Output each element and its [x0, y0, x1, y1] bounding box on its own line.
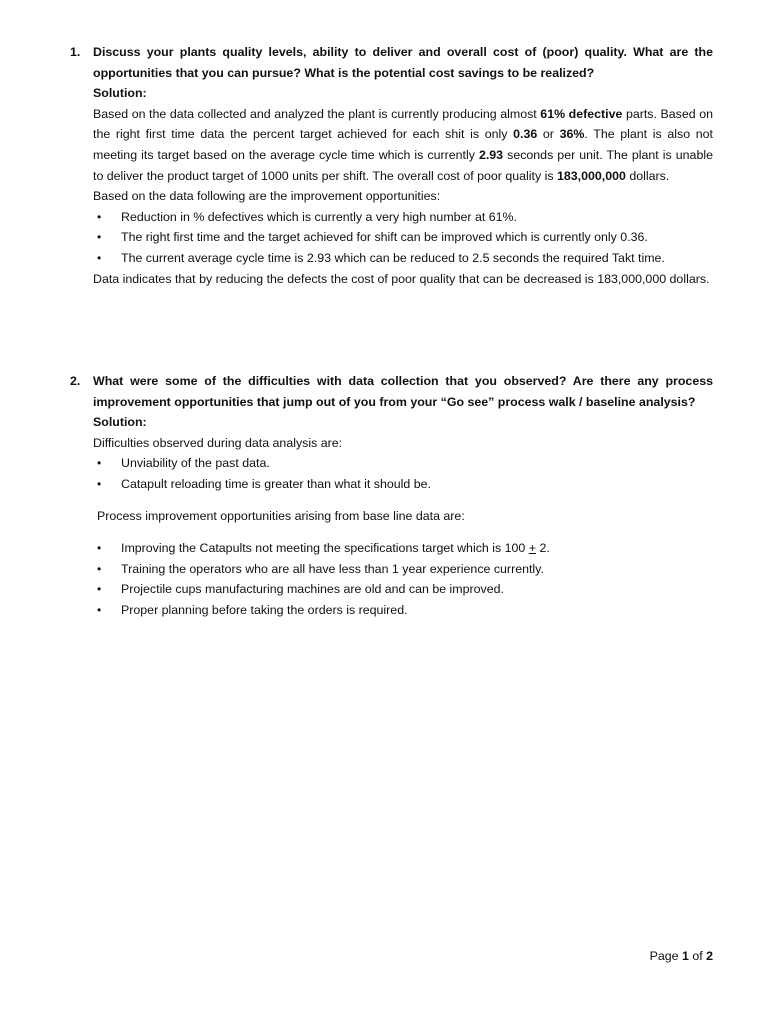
list-item-text: Proper planning before taking the orders is required. [121, 602, 408, 617]
current-page-number: 1 [681, 949, 689, 963]
question-number: 2. [70, 374, 81, 388]
difficulties-intro: Difficulties observed during data analysis are: [93, 435, 343, 450]
bullet-icon: • [97, 456, 102, 471]
bold-run: 0.36 [513, 127, 538, 142]
bullet-icon: • [97, 230, 102, 245]
list-item [93, 474, 713, 495]
opportunities-intro: Based on the data following are the improvement opportunities: [93, 189, 441, 204]
question-number: 1. [70, 45, 81, 59]
list-item-text: The current average cycle time is 2.93 which can be reduced to 2.5 seconds the required Takt time. [121, 250, 665, 265]
of-label: of [688, 949, 707, 963]
list-item [93, 538, 713, 559]
bold-run: 61% defective [540, 106, 623, 121]
list-item [93, 207, 713, 228]
bullet-icon: • [97, 476, 102, 491]
bullet-icon: • [97, 582, 102, 597]
solution-paragraph [93, 104, 713, 186]
list-item-text: Improving the Catapults not meeting the specifications target which is 100 [121, 541, 529, 556]
difficulties-list [93, 453, 713, 494]
plus-minus-symbol: + [528, 541, 536, 556]
bullet-icon: • [97, 541, 102, 556]
list-item [93, 248, 713, 269]
solution-label: Solution: [93, 415, 147, 430]
page-footer [650, 946, 713, 966]
closing-paragraph: Data indicates that by reducing the defects the cost of poor quality that can be decreased is 183,000,000 dollars. [93, 271, 710, 286]
question-1 [70, 42, 713, 289]
text-run: dollars. [625, 168, 670, 183]
opportunities-list [93, 207, 713, 269]
list-item-text: Training the operators who are all have less than 1 year experience currently. [121, 561, 544, 576]
question-title: Discuss your plants quality levels, ability to deliver and overall cost of (poor) quality. What are the opportunities that you can pursue? What is the potential cost savings to be realized? [93, 45, 713, 80]
bullet-icon: • [97, 209, 102, 224]
list-item-text: 2. [536, 541, 550, 556]
list-item [93, 559, 713, 580]
text-run: . The plant is also not meeting its target based on the average cycle time which is currently [93, 127, 713, 162]
text-run: Based on the data collected and analyzed the plant is currently producing almost [93, 106, 541, 121]
list-item [93, 227, 713, 248]
bold-run: 36% [559, 127, 585, 142]
text-run: seconds per unit. The plant is unable to deliver the product target of 1000 units per shift. The overall cost of poor quality is [93, 147, 713, 183]
total-pages-number: 2 [706, 949, 713, 963]
list-item [93, 579, 713, 600]
list-item-text: The right first time and the target achieved for shift can be improved which is currently only 0.36. [121, 230, 648, 245]
question-title: What were some of the difficulties with data collection that you observed? Are there any process improvement opportunities that jump out of you from your “Go see” process walk / baseline analysis? [93, 374, 713, 409]
bullet-icon: • [97, 561, 102, 576]
page-label: Page [649, 949, 682, 963]
spacer [93, 495, 713, 506]
bullet-icon: • [97, 602, 102, 617]
spacer [93, 526, 713, 538]
text-run: or [537, 127, 560, 142]
bold-run: 183,000,000 [557, 168, 626, 183]
list-item [93, 453, 713, 474]
list-item-text: Unviability of the past data. [121, 456, 270, 471]
improvement-list [93, 538, 713, 620]
list-item [93, 600, 713, 621]
improvement-intro: Process improvement opportunities arising from base line data are: [97, 508, 465, 523]
list-item-text: Catapult reloading time is greater than what it should be. [121, 476, 431, 491]
question-2 [70, 371, 713, 621]
text-run: parts. Based on the right first time data the percent target achieved for each shit is only [93, 106, 713, 142]
bold-run: 2.93 [478, 147, 504, 162]
solution-label: Solution: [93, 86, 147, 101]
list-item-text: Reduction in % defectives which is currently a very high number at 61%. [121, 209, 518, 224]
list-item-text: Projectile cups manufacturing machines are old and can be improved. [121, 582, 504, 597]
bullet-icon: • [97, 250, 102, 265]
